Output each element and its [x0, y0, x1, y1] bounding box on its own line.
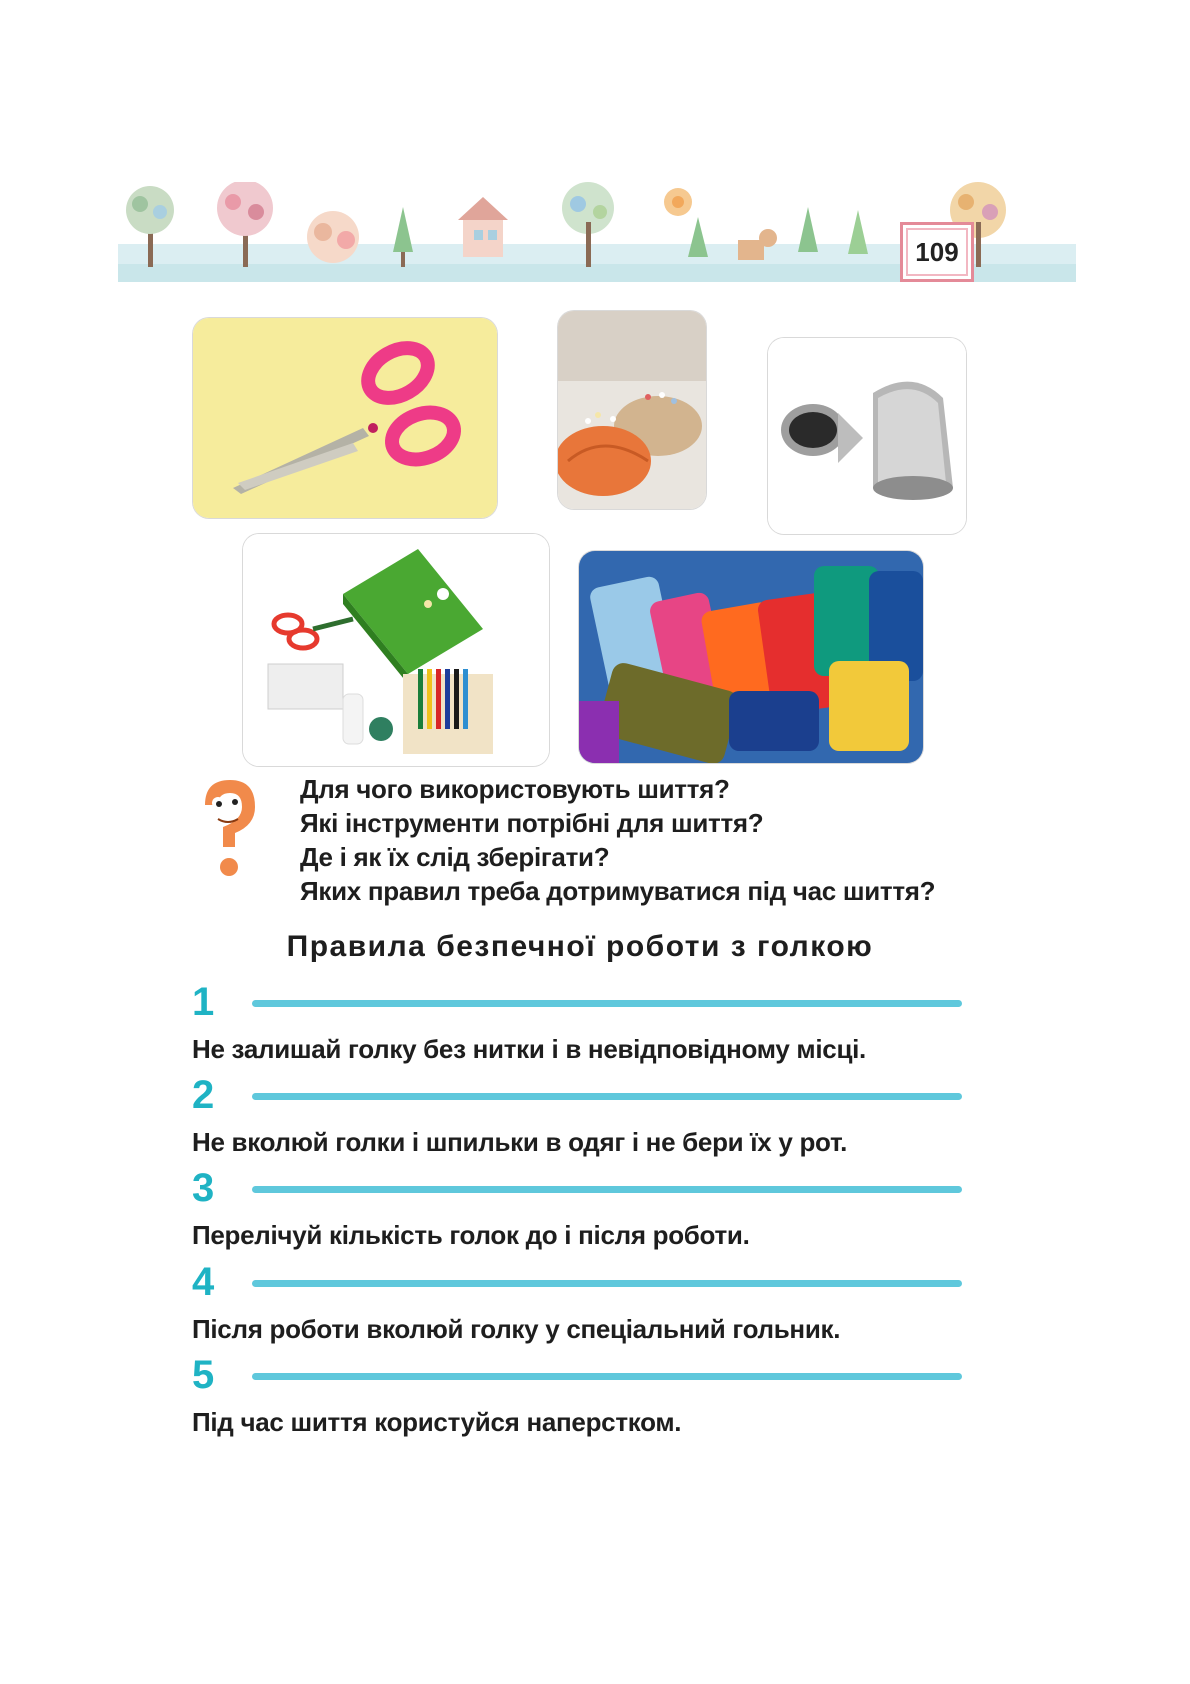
scissors-icon [193, 318, 497, 518]
rule-text: Не вколюй голки і шпильки в одяг і не бери їх у рот. [192, 1127, 848, 1157]
page-number-box [900, 222, 974, 282]
rules-title: Правила безпечної роботи з голкою [286, 930, 874, 963]
rule-divider [252, 1000, 962, 1007]
rule-number: 5 [192, 1353, 215, 1397]
pincushion-icon [558, 311, 706, 509]
rule-divider [252, 1093, 962, 1100]
question-item: Для чого використовують шиття? [300, 774, 730, 804]
rule-text: Під час шиття користуйся наперстком. [192, 1407, 682, 1437]
rule-text: Перелічуй кількість голок до і після роботи. [192, 1220, 750, 1250]
question-list [300, 772, 935, 908]
question-item: Яких правил треба дотримуватися під час шиття? [300, 876, 936, 906]
rule-number: 2 [192, 1073, 215, 1117]
sewing-kit-icon [243, 534, 549, 766]
rule-number: 4 [192, 1260, 215, 1304]
question-item: Які інструменти потрібні для шиття? [300, 808, 764, 838]
question-item: Де і як їх слід зберігати? [300, 842, 610, 872]
question-mark-mascot-icon [190, 775, 270, 885]
thread-spools-photo [579, 551, 923, 763]
rule-number: 3 [192, 1166, 215, 1210]
rule-divider [252, 1280, 962, 1287]
rule-divider [252, 1186, 962, 1193]
scissors-photo [193, 318, 497, 518]
rule-text: Не залишай голку без нитки і в невідповідному місці. [192, 1034, 866, 1064]
rule-text: Після роботи вколюй голку у спеціальний гольник. [192, 1314, 841, 1344]
thimble-photo [768, 338, 966, 534]
thimble-icon [768, 338, 966, 534]
thread-spools-icon [579, 551, 923, 763]
pincushion-photo [558, 311, 706, 509]
rule-divider [252, 1373, 962, 1380]
sewing-kit-photo [243, 534, 549, 766]
page-number: 109 [915, 236, 959, 267]
rule-number: 1 [192, 980, 215, 1024]
